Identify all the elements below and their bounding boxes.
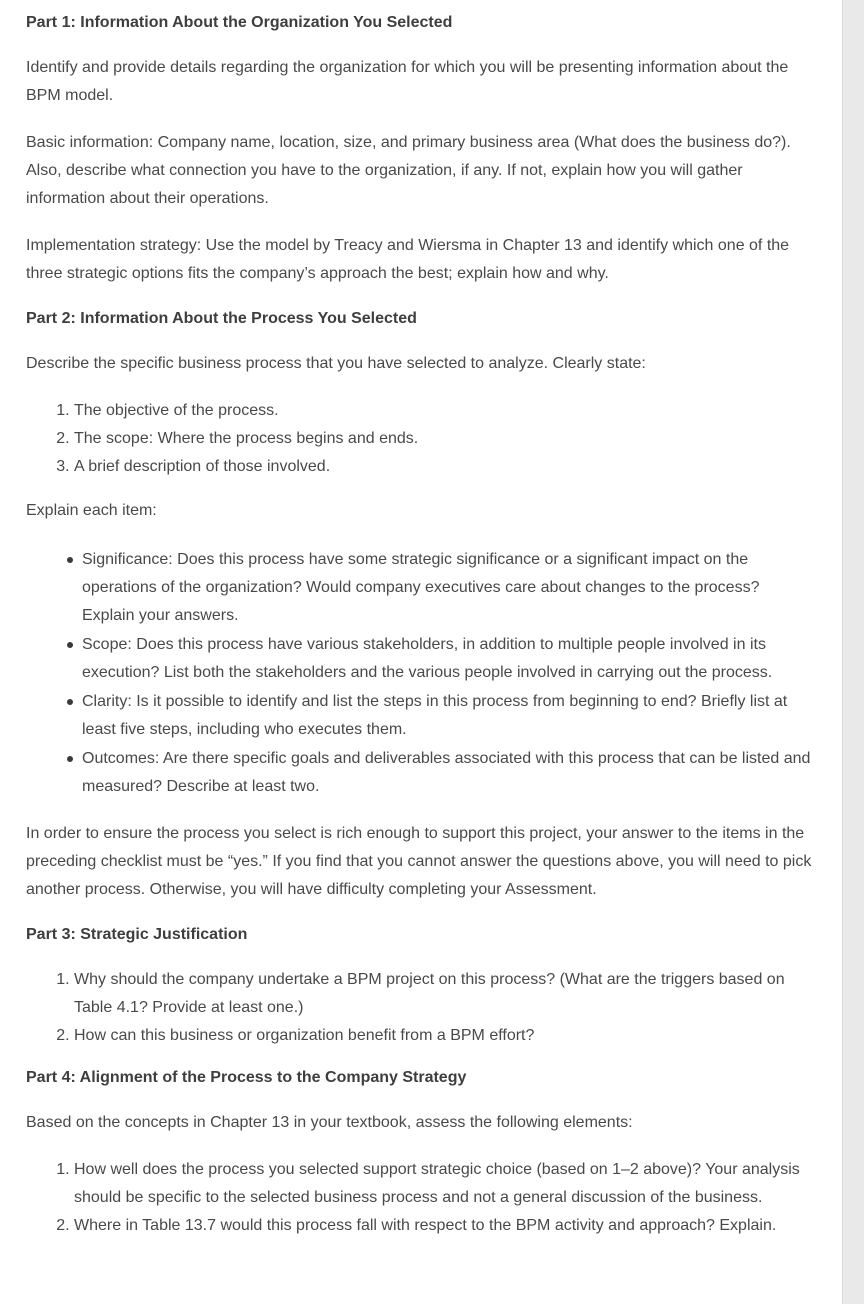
- list-item: [82, 631, 816, 687]
- part2-explain: Explain each item:: [26, 502, 157, 519]
- list-item: 2. Where in Table 13.7 would this process fall with respect to the BPM activity and approach? Explain.: [74, 1212, 816, 1240]
- bullet-text: Significance: Does this process have some strategic significance or a significant impact on the operations of the organization? Would company executives care about changes to the process? Explain your answers.: [82, 551, 760, 624]
- part2-bullet-list: [26, 546, 816, 801]
- part2-heading: Part 2: Information About the Process You Selected: [26, 310, 417, 327]
- list-item: 1. How well does the process you selected support strategic choice (based on 1–2 above)? Your analysis should be specific to the selected business process and not a general discussion of the business.: [74, 1156, 816, 1212]
- list-item: [82, 688, 816, 744]
- list-item: [82, 745, 816, 801]
- part2-numbered-list: [26, 397, 816, 481]
- part1-implementation-strategy: Implementation strategy: Use the model by Treacy and Wiersma in Chapter 13 and identify which one of the three strategic options fits the company’s approach the best; explain how and why.: [26, 237, 790, 282]
- part3-heading: Part 3: Strategic Justification: [26, 926, 248, 943]
- bullet-icon: [67, 557, 73, 563]
- part2-closing: In order to ensure the process you select is rich enough to support this project, your answer to the items in the preceding checklist must be “yes.” If you find that you cannot answer the questions above, you will need to pick another process. Otherwise, you will have difficulty completing your Assessment.: [26, 825, 812, 898]
- list-item: 3. A brief description of those involved.: [74, 453, 816, 481]
- part3-numbered-list: [26, 966, 816, 1050]
- list-item: 1. Why should the company undertake a BPM project on this process? (What are the triggers based on Table 4.1? Provide at least one.): [74, 966, 816, 1022]
- list-item: 2. The scope: Where the process begins and ends.: [74, 425, 816, 453]
- bullet-text: Clarity: Is it possible to identify and list the steps in this process from beginning to end? Briefly list at least five steps, including who executes them.: [82, 693, 788, 738]
- list-item: 1. The objective of the process.: [74, 397, 816, 425]
- part4-heading: Part 4: Alignment of the Process to the Company Strategy: [26, 1069, 467, 1086]
- part1-basic-info: Basic information: Company name, location, size, and primary business area (What does the business do?). Also, describe what connection you have to the organization, if any. If not, explain how you will gather information about their operations.: [26, 134, 791, 207]
- bullet-text: Outcomes: Are there specific goals and deliverables associated with this process that can be listed and measured? Describe at least two.: [82, 750, 811, 795]
- list-item: 2. How can this business or organization benefit from a BPM effort?: [74, 1022, 816, 1050]
- bullet-icon: [67, 699, 73, 705]
- part4-numbered-list: [26, 1156, 816, 1240]
- document-content: [26, 11, 816, 1240]
- part1-heading: Part 1: Information About the Organization You Selected: [26, 14, 453, 31]
- list-item: [82, 546, 816, 630]
- bullet-icon: [67, 756, 73, 762]
- bullet-text: Scope: Does this process have various stakeholders, in addition to multiple people involved in its execution? List both the stakeholders and the various people involved in carrying out the process.: [82, 636, 773, 681]
- bullet-icon: [67, 642, 73, 648]
- part4-intro: Based on the concepts in Chapter 13 in your textbook, assess the following elements:: [26, 1114, 633, 1131]
- part2-intro: Describe the specific business process that you have selected to analyze. Clearly state:: [26, 355, 646, 372]
- part1-intro: Identify and provide details regarding the organization for which you will be presenting information about the BPM model.: [26, 59, 789, 104]
